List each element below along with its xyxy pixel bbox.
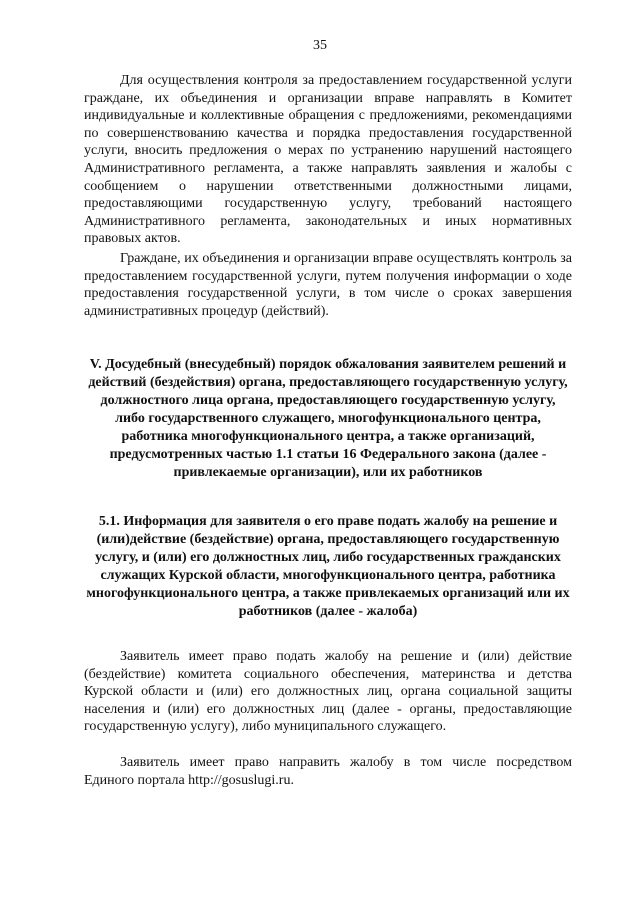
page-number: 35 [313,38,327,53]
paragraph-text: Граждане, их объединения и организации вправе осуществлять контроль за предоставлением государственной услуги, путем получения информации о ходе предоставления государственной услуги, в том числе о сроках завершения административных процедур (действий). [84,251,572,319]
paragraph-text: Заявитель имеет право подать жалобу на решение и (или) действие (бездействие) комитета социального обеспечения, материнства и детства Курской области и (или) его должностных лиц, органа социальной защиты населения и (или) его должностных лиц (далее - органы, предоставляющие государственную услугу), либо муниципального служащего. [84,649,572,735]
subsection-5-1-heading: 5.1. Информация для заявителя о его праве подать жалобу на решение и (или)действие (бездействие) органа, предоставляющего государственную услугу, и (или) его должностных лиц, либо государственных гражданских служащих Курской области, многофункционального центра, работника многофункционального центра, а также привлекаемых организаций или их работников (далее - жалоба) [86,514,570,619]
paragraph-right-to-complain [84,648,572,736]
paragraph-portal-complaint [84,754,572,789]
paragraph-control-information [84,250,572,320]
section-5-heading: V. Досудебный (внесудебный) порядок обжалования заявителем решений и действий (бездействия) органа, предоставляющего государственную услугу, должностного лица органа, предоставляющего государственную услугу, либо государственного служащего, многофункционального центра, работника многофункционального центра, а также организаций, предусмотренных частью 1.1 статьи 16 Федерального закона (далее - привлекаемые организации), или их работников [88,357,568,480]
paragraph-control-proposals [84,72,572,248]
paragraph-text: Для осуществления контроля за предоставлением государственной услуги граждане, их объединения и организации вправе направлять в Комитет индивидуальные и коллективные обращения с предложениями, рекомендациями по совершенствованию качества и порядка предоставления государственной услуги, вносить предложения о мерах по устранению нарушений настоящего Административного регламента, а также направлять заявления и жалобы с сообщением о нарушении ответственными должностными лицами, предоставляющими государственную услугу, требований настоящего Административного регламента, законодательных и иных нормативных правовых актов. [84,73,572,247]
paragraph-text: Заявитель имеет право направить жалобу в том числе посредством Единого портала http://gosuslugi.ru. [84,755,572,788]
